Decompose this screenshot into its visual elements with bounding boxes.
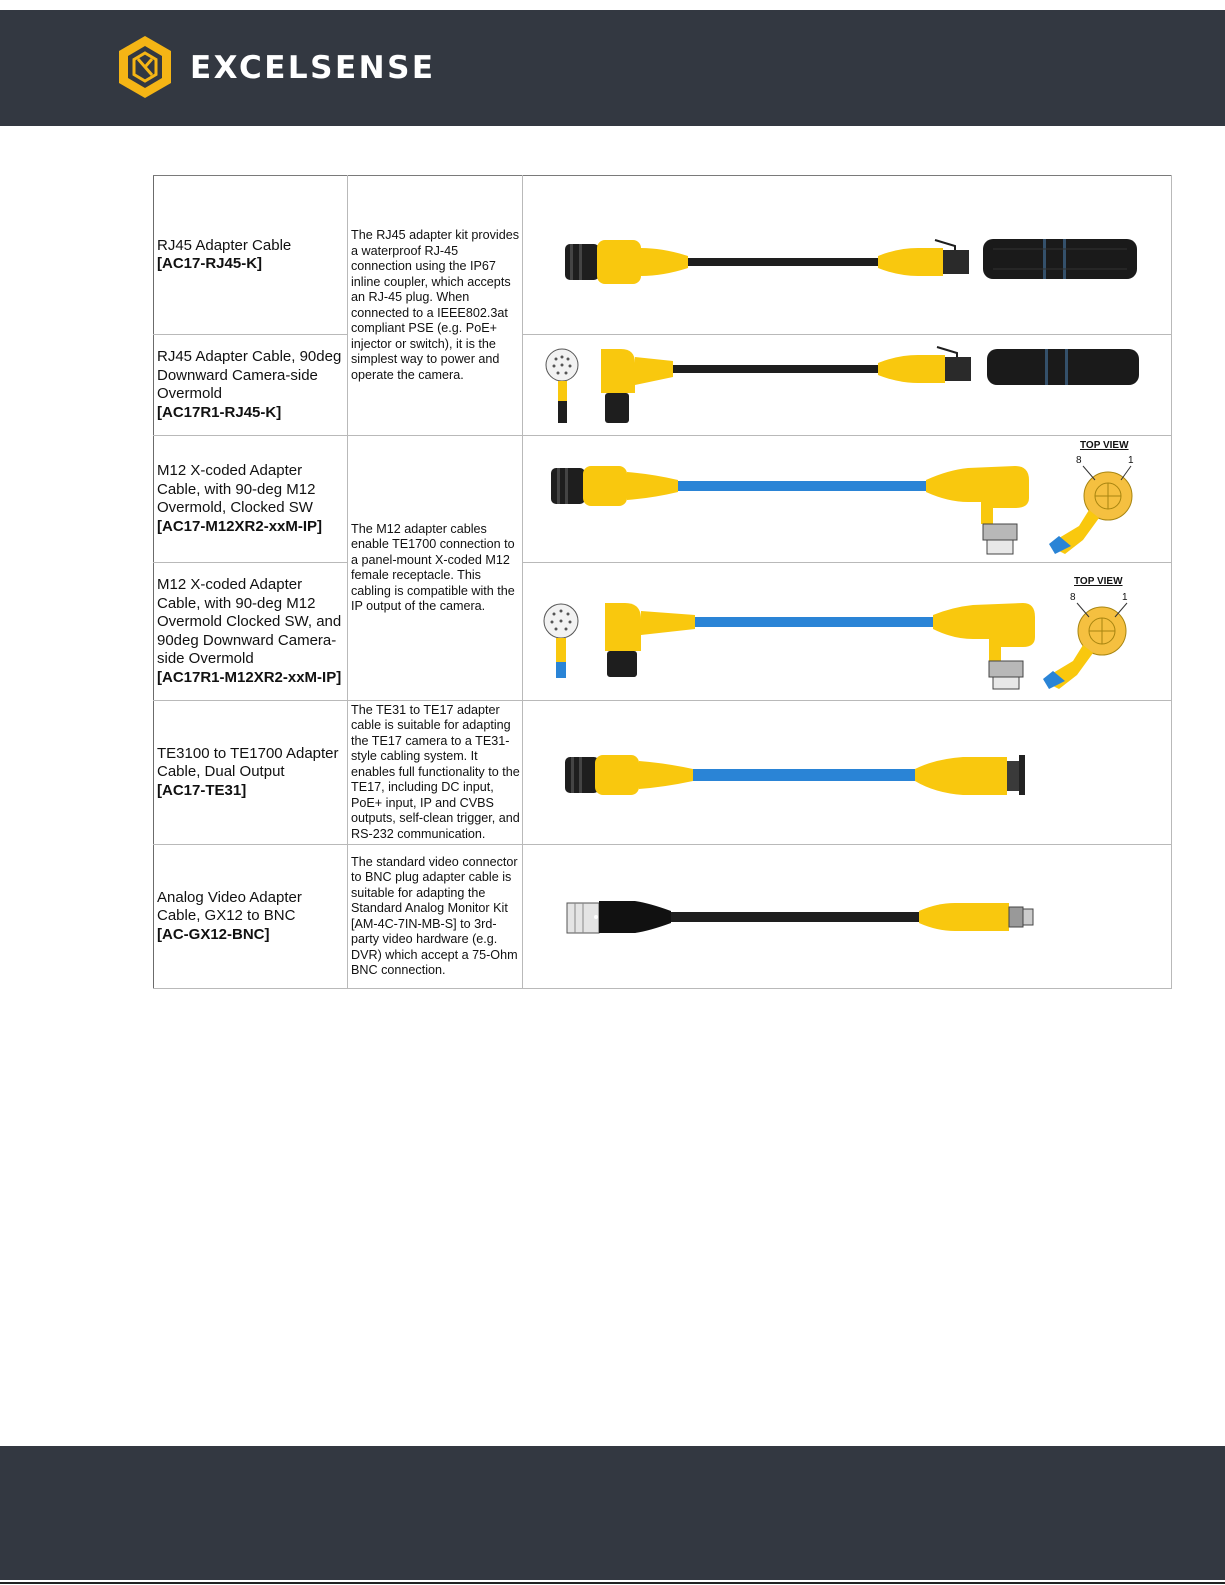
pin-label-1: 1 <box>1122 592 1128 603</box>
rj45-right-angle-cable-icon <box>523 335 1172 436</box>
part-number: [AC17-M12XR2-xxM-IP] <box>157 517 323 535</box>
pin-label-8: 8 <box>1076 455 1082 466</box>
adapter-cable-table <box>153 175 1172 989</box>
cable-name: M12 X-coded Adapter Cable, with 90-deg M12 Overmold, Clocked SW <box>157 462 316 516</box>
cable-name-cell <box>154 436 348 563</box>
description-cell <box>348 845 523 989</box>
m12-cable-icon <box>523 436 1172 563</box>
description-cell <box>348 436 523 701</box>
cable-image-cell <box>523 335 1172 436</box>
table-row <box>154 176 1172 335</box>
description-te31: The TE31 to TE17 adapter cable is suitable for adapting the TE17 camera to a TE31-style cabling system. It enables full functionality to the TE17, including DC input, PoE+ input, IP and CVBS outputs, self-clean trigger, and RS-232 communication. <box>351 702 520 841</box>
footer-divider <box>0 1582 1225 1584</box>
cable-name-cell <box>154 335 348 436</box>
top-view-label: TOP VIEW <box>1080 440 1129 451</box>
description-gx12: The standard video connector to BNC plug adapter cable is suitable for adapting the Standard Analog Monitor Kit [AM-4C-7IN-MB-S] to 3rd-party video hardware (e.g. DVR) which accept a 75-Ohm BNC connection. <box>351 854 518 977</box>
cable-name-cell <box>154 701 348 845</box>
cable-image-cell <box>523 701 1172 845</box>
description-m12: The M12 adapter cables enable TE1700 connection to a panel-mount X-coded M12 female receptacle. This cabling is compatible with the IP output of the camera. <box>351 521 515 613</box>
table-row <box>154 701 1172 845</box>
page-header <box>0 10 1225 126</box>
brand-name: EXCELSENSE <box>190 50 436 86</box>
cable-name-cell <box>154 845 348 989</box>
part-number: [AC17-TE31] <box>157 781 247 799</box>
part-number: [AC-GX12-BNC] <box>157 925 270 943</box>
cable-name: Analog Video Adapter Cable, GX12 to BNC <box>157 888 302 925</box>
gx12-bnc-cable-icon <box>523 845 1172 989</box>
cable-name-cell <box>154 176 348 335</box>
top-view-label: TOP VIEW <box>1074 576 1123 587</box>
cable-image-cell <box>523 436 1172 563</box>
pin-label-1: 1 <box>1128 455 1134 466</box>
part-number: [AC17R1-M12XR2-xxM-IP] <box>157 668 342 686</box>
cable-name: RJ45 Adapter Cable <box>157 236 292 254</box>
cable-name: RJ45 Adapter Cable, 90deg Downward Camera-side Overmold <box>157 348 342 402</box>
description-rj45: The RJ45 adapter kit provides a waterproof RJ-45 connection using the IP67 inline coupler, which accepts an RJ-45 plug. When connected to a IEEE802.3at compliant PSE (e.g. PoE+ injector or switch), it is the simplest way to power and operate the camera. <box>351 228 520 382</box>
cable-name: M12 X-coded Adapter Cable, with 90-deg M12 Overmold Clocked SW, and 90deg Downward Camera-side Overmold <box>157 576 342 667</box>
cable-image-cell <box>523 176 1172 335</box>
part-number: [AC17R1-RJ45-K] <box>157 403 282 421</box>
cable-image-cell <box>523 563 1172 701</box>
table-row <box>154 845 1172 989</box>
part-number: [AC17-RJ45-K] <box>157 255 263 272</box>
cable-name: TE3100 to TE1700 Adapter Cable, Dual Output <box>157 744 339 781</box>
excelsense-logo-icon <box>116 34 174 100</box>
pin-label-8: 8 <box>1070 592 1076 603</box>
description-cell <box>348 701 523 845</box>
table-row <box>154 436 1172 563</box>
cable-image-cell <box>523 845 1172 989</box>
table-row <box>154 563 1172 701</box>
cable-name-cell <box>154 563 348 701</box>
te31-cable-icon <box>523 701 1172 845</box>
rj45-cable-icon <box>523 176 1172 335</box>
table-row <box>154 335 1172 436</box>
description-cell <box>348 176 523 436</box>
page-footer <box>0 1446 1225 1580</box>
